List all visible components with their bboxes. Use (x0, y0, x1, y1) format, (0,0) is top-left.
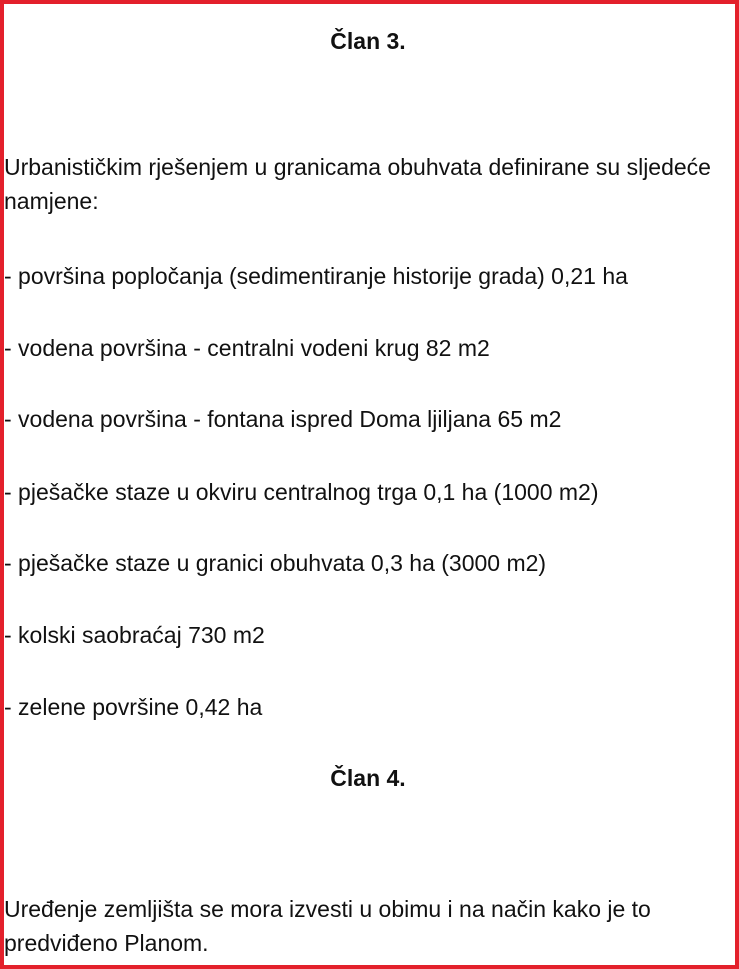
list-item: - pješačke staze u granici obuhvata 0,3 ha (3000 m2) (4, 550, 547, 576)
article-4-text: Uređenje zemljišta se mora izvesti u obimu i na način kako je to predviđeno Planom. (4, 896, 651, 956)
list-item: - vodena površina - fontana ispred Doma ljiljana 65 m2 (4, 406, 562, 432)
list-item: - kolski saobraćaj 730 m2 (4, 622, 265, 648)
list-item: - vodena površina - centralni vodeni krug 82 m2 (4, 335, 490, 361)
list-item: - površina popločanja (sedimentiranje historije grada) 0,21 ha (4, 263, 628, 289)
article-4-heading: Član 4. (330, 765, 406, 791)
article-3-intro: Urbanističkim rješenjem u granicama obuhvata definirane su sljedeće namjene: (4, 154, 711, 214)
list-item: - zelene površine 0,42 ha (4, 694, 263, 720)
list-item: - pješačke staze u okviru centralnog trga 0,1 ha (1000 m2) (4, 479, 599, 505)
article-3-heading: Član 3. (330, 28, 406, 54)
